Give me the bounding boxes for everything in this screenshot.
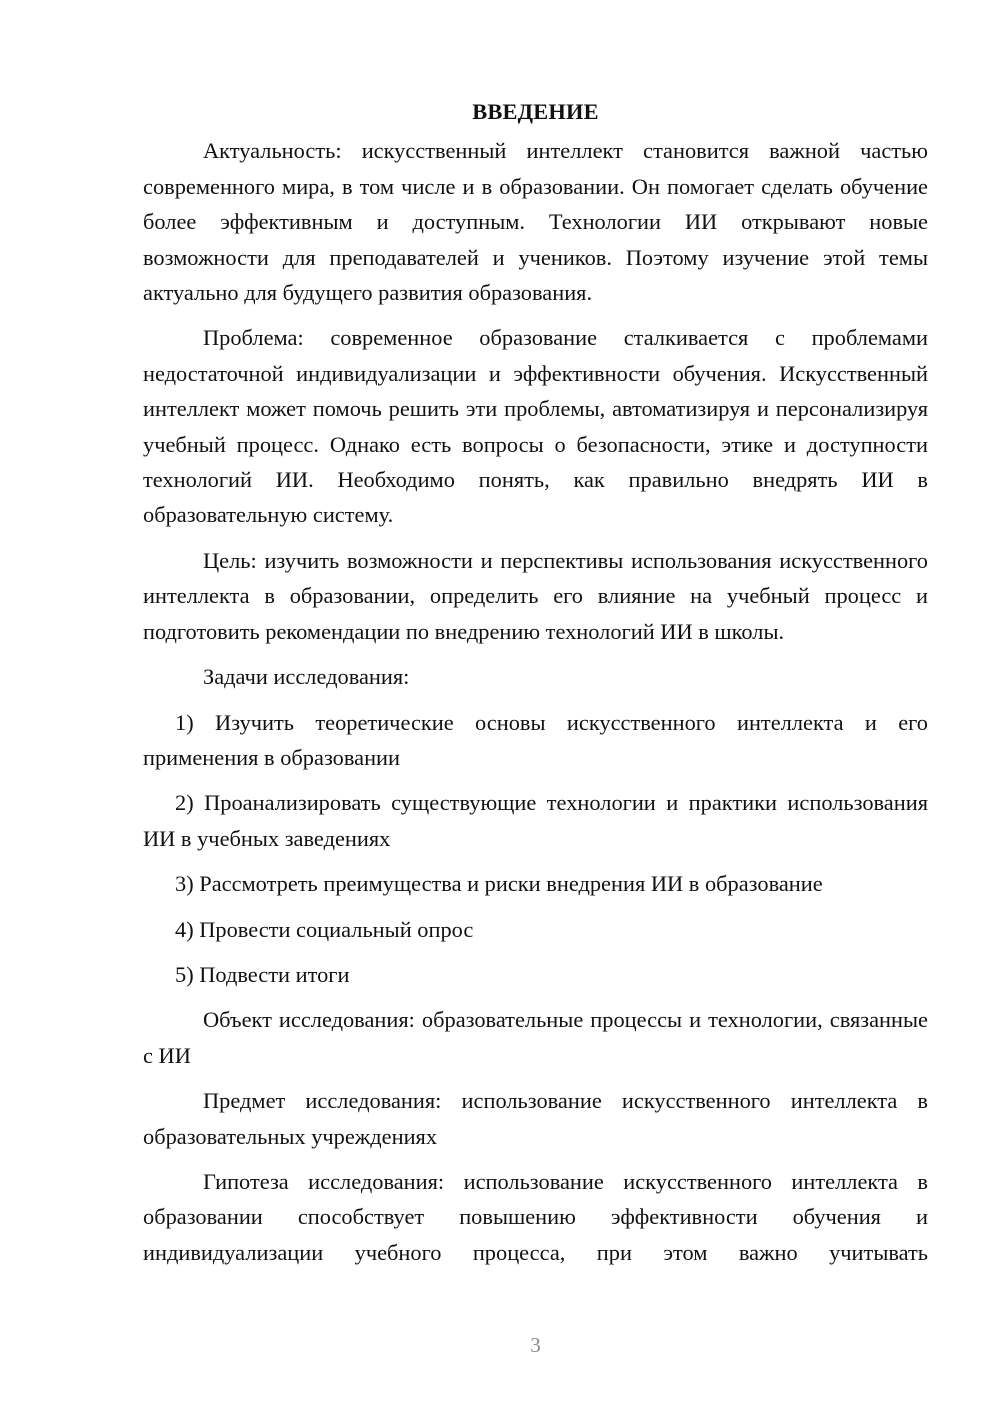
paragraph-hypothesis: Гипотеза исследования: использование искусственного интеллекта в образовании способствует повышению эффективности обучения и индивидуализации учебного процесса, при этом важно учитывать xyxy=(143,1168,928,1265)
paragraph-relevance: Актуальность: искусственный интеллект становится важной частью современного мира, в том числе и в образовании. Он помогает сделать обучение более эффективным и доступным. Технологии ИИ открывают новые возможности для преподавателей и учеников. Поэтому изучение этой темы актуально для будущего развития образования. xyxy=(143,138,928,306)
task-item: 4) Провести социальный опрос xyxy=(175,916,474,942)
document-page xyxy=(143,94,928,1280)
paragraph-goal: Цель: изучить возможности и перспективы использования искусственного интеллекта в образовании, определить его влияние на учебный процесс и подготовить рекомендации по внедрению технологий ИИ в школы. xyxy=(143,547,928,644)
paragraph-problem: Проблема: современное образование сталкивается с проблемами недостаточной индивидуализации и эффективности обучения. Искусственный интеллект может помочь решить эти проблемы, автоматизируя и персонализируя учебный процесс. Однако есть вопросы о безопасности, этике и доступности технологий ИИ. Необходимо понять, как правильно внедрять ИИ в образовательную систему. xyxy=(143,325,928,528)
task-item: 2) Проанализировать существующие технологии и практики использования ИИ в учебных заведениях xyxy=(143,790,928,851)
page-heading: ВВЕДЕНИЕ xyxy=(472,99,599,124)
page-number: 3 xyxy=(530,1333,541,1357)
tasks-title: Задачи исследования: xyxy=(203,664,410,690)
paragraph-subject: Предмет исследования: использование искусственного интеллекта в образовательных учреждениях xyxy=(143,1088,928,1149)
task-item: 3) Рассмотреть преимущества и риски внедрения ИИ в образование xyxy=(175,871,823,897)
paragraph-object: Объект исследования: образовательные процессы и технологии, связанные с ИИ xyxy=(143,1007,928,1068)
task-item: 5) Подвести итоги xyxy=(175,961,350,987)
task-item: 1) Изучить теоретические основы искусственного интеллекта и его применения в образовании xyxy=(143,709,928,770)
